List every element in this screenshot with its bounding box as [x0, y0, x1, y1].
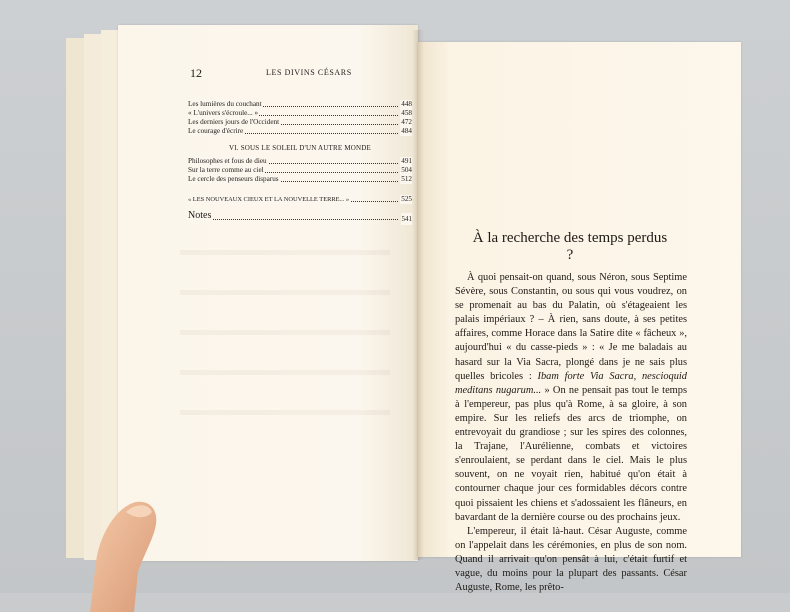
toc-entry [188, 118, 412, 127]
toc-entry-title: « L'univers s'écroule... » [188, 109, 259, 117]
toc-entry-page: 472 [401, 118, 412, 126]
page-number: 12 [190, 66, 202, 80]
toc-entry [188, 195, 412, 204]
toc-entry-page: 525 [401, 195, 412, 203]
paragraph: L'empereur, il était là-haut. César Auguste, comme on l'appelait dans les cérémonies, en plus de son nom. Quand il arrivait qu'on pensât à lui, c'était furtif et vague, du moins pour la plupart des passants. César Auguste, Rome, les prêto- [455, 525, 687, 594]
toc-entry-title: Sur la terre comme au ciel [188, 166, 264, 174]
section-heading: VI. SOUS LE SOLEIL D'UN AUTRE MONDE [229, 144, 371, 152]
book-spine [412, 30, 424, 560]
toc-entry-page: 541 [401, 215, 412, 223]
paragraph-text: » On ne pensait pas tout le temps à l'empereur, pas plus qu'à Rome, à sa gloire, à son empire. Sur les reliefs des arcs de triomphe, on entrevoyait du grandiose ; sur les spires des colonnes, la Trajane, l'Aurélienne, combats et victoires s'enroulaient, se perdant dans le ciel. Mais le plus souvent, on ne voyait rien, habitué qu'on était à contourner chaque jour ces formidables décors contre quoi pissaient les chiens et s'adossaient les flâneurs, en bavardant de la dernière course ou des prochains jeux. [455, 384, 687, 523]
toc-entry-page: 484 [401, 127, 412, 135]
toc-entry-page: 491 [401, 157, 412, 165]
toc-entry [188, 175, 412, 184]
toc-notes [188, 210, 412, 222]
paragraph-text: À quoi pensait-on quand, sous Néron, sous Septime Sévère, sous Constantin, ou sous qui vous voudrez, on se promenait au bas du Palatin, où s'étageaient les palais impériaux ? – À rien, sans doute, à ses petites affaires, comme Horace dans la Satire dite « fâcheux », aujourd'hui « du casse-pieds » : « Je me baladais au hasard sur la Via Sacra, plongé dans je ne sais plus quelles bricoles : [455, 272, 687, 382]
body-text [455, 271, 687, 595]
toc-entry-title: Le courage d'écrire [188, 127, 244, 135]
toc-entry-title: Philosophes et fous de dieu [188, 157, 267, 165]
bleed-through [180, 330, 390, 335]
toc-entry [188, 127, 412, 136]
toc-entry [188, 157, 412, 166]
toc-entry-title: Le cercle des penseurs disparus [188, 175, 279, 183]
toc-entry [188, 109, 412, 118]
toc-entry [188, 210, 412, 222]
toc-group-2 [188, 157, 412, 184]
bleed-through [180, 290, 390, 295]
toc-entry-title: Les lumières du couchant [188, 100, 262, 108]
bleed-through [180, 410, 390, 415]
toc-entry [188, 166, 412, 175]
toc-entry-title: Notes [188, 210, 212, 221]
toc-entry-page: 448 [401, 100, 412, 108]
chapter-title: À la recherche des temps perdus ? [472, 230, 668, 263]
toc-group-1 [188, 100, 412, 136]
toc-entry-title: Les derniers jours de l'Occident [188, 118, 280, 126]
toc-entry [188, 100, 412, 109]
toc-entry-page: 504 [401, 166, 412, 174]
toc-entry-page: 512 [401, 175, 412, 183]
leader-dots [188, 219, 398, 220]
paragraph [455, 271, 687, 525]
bleed-through [180, 250, 390, 255]
running-head: LES DIVINS CÉSARS [266, 68, 352, 77]
toc-entry-title: « LES NOUVEAUX CIEUX ET LA NOUVELLE TERRE... » [188, 196, 350, 203]
latin-quote: Ibam forte Via Sacra, nescioquid meditans nugarum... [455, 370, 687, 396]
toc-entry-page: 458 [401, 109, 412, 117]
toc-epilogue [188, 195, 412, 204]
hand-thumb-icon [78, 492, 198, 612]
bleed-through [180, 370, 390, 375]
